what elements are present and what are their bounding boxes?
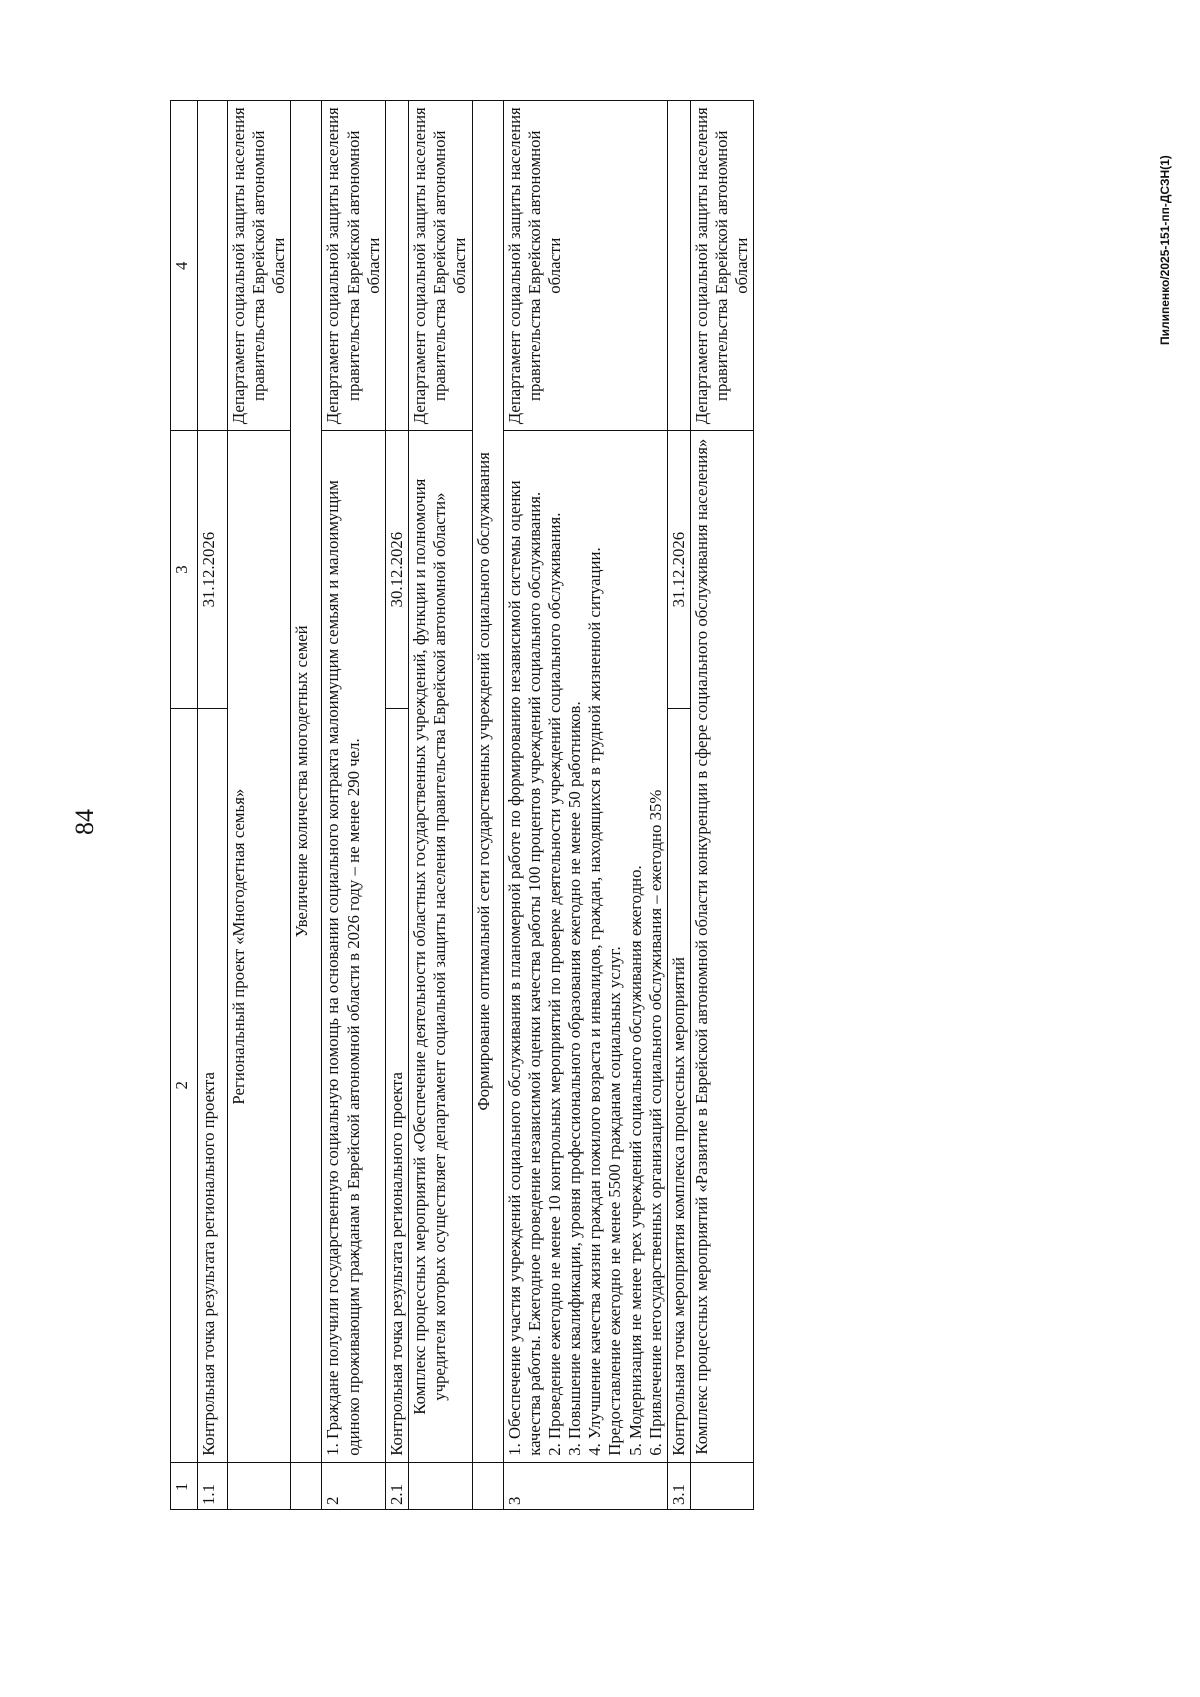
row-items [503, 431, 667, 1462]
table-row-1-1 [198, 101, 228, 1510]
row-number: 3.1 [667, 1462, 690, 1509]
table-row-3-1 [667, 101, 690, 1510]
header-col-3: 3 [171, 431, 198, 708]
table-row-goal-1 [291, 101, 322, 1510]
row-number: 2 [322, 1462, 385, 1509]
header-col-1: 1 [171, 1462, 198, 1509]
row-text: Контрольная точка мероприятия комплекса процессных мероприятий [667, 708, 690, 1462]
table-row-3 [503, 101, 667, 1510]
list-item: 5. Модернизация не менее трех учреждений социального обслуживания ежегодно. [625, 865, 645, 1456]
project-title: Региональный проект «Многодетная семья» [228, 431, 291, 1462]
page-number: 84 [70, 809, 99, 835]
table-row-2 [322, 101, 385, 1510]
row-responsible [198, 101, 228, 431]
table-row-complex-1 [409, 101, 472, 1510]
row-date: 31.12.2026 [198, 431, 228, 708]
list-item: 4. Улучшение качества жизни граждан пожилого возраста и инвалидов, граждан, находящихся в трудной жизненной ситуации. Предоставление ежегодно не менее 5500 гражданам социальных услуг. [585, 547, 625, 1456]
row-text: Контрольная точка результата регионального проекта [198, 708, 228, 1462]
table-row-2-1 [385, 101, 408, 1510]
row-text: 1. Граждане получили государственную социальную помощь на основании социального контракта малоимущим семьям и малоимущим одиноко проживающим гражданам в Еврейской автономной области в 2026 году – не менее 290 чел. [322, 431, 385, 1462]
list-item: 6. Привлечение негосударственных организаций социального обслуживания – ежегодно 35% [645, 789, 665, 1456]
row-number: 1.1 [198, 1462, 228, 1509]
list-item: 2. Проведение ежегодно не менее 10 контрольных мероприятий по проверке деятельности учреждений социального обслуживания. [544, 512, 564, 1456]
table-header-row [171, 101, 198, 1510]
complex-title: Комплекс процессных мероприятий «Развитие в Еврейской автономной области конкуренции в сфере социального обслуживания населения» [690, 431, 753, 1462]
row-date: 31.12.2026 [667, 431, 690, 708]
row-responsible [385, 101, 408, 431]
complex-responsible: Департамент социальной защиты населения правительства Еврейской автономной области [409, 101, 472, 431]
list-item: 1. Обеспечение участия учреждений социального обслуживания в планомерной работе по формированию независимой системы оценки качества работы. Ежегодное проведение независимой оценки качества работы 100 процентов учреждений социального обслуживания. [504, 480, 544, 1456]
row-text: Контрольная точка результата регионального проекта [385, 708, 408, 1462]
plan-table [170, 100, 754, 1510]
row-number: 2.1 [385, 1462, 408, 1509]
goal-title: Увеличение количества многодетных семей [291, 101, 322, 1463]
row-responsible: Департамент социальной защиты населения правительства Еврейской автономной области [503, 101, 667, 431]
complex-title: Комплекс процессных мероприятий «Обеспечение деятельности областных государственных учреждений, функции и полномочия учредителя которых осуществляет департамент социальной защиты населения правительства Еврейской автономной области» [409, 431, 472, 1462]
document-code: Пилипенко/2025-151-пп-ДСЗН(1) [1158, 155, 1172, 345]
rotated-table-container [170, 100, 1080, 1510]
table-row-complex-2 [690, 101, 753, 1510]
row-date: 30.12.2026 [385, 431, 408, 708]
header-col-4: 4 [171, 101, 198, 431]
header-col-2: 2 [171, 708, 198, 1462]
table-row-project [228, 101, 291, 1510]
goal-title: Формирование оптимальной сети государственных учреждений социального обслуживания [472, 101, 503, 1463]
row-responsible: Департамент социальной защиты населения правительства Еврейской автономной области [322, 101, 385, 431]
project-responsible: Департамент социальной защиты населения правительства Еврейской автономной области [228, 101, 291, 431]
list-item: 3. Повышение квалификации, уровня профессионального образования ежегодно не менее 50 работников. [565, 701, 585, 1456]
row-number: 3 [503, 1462, 667, 1509]
complex-responsible: Департамент социальной защиты населения правительства Еврейской автономной области [690, 101, 753, 431]
row-responsible [667, 101, 690, 431]
table-row-goal-2 [472, 101, 503, 1510]
